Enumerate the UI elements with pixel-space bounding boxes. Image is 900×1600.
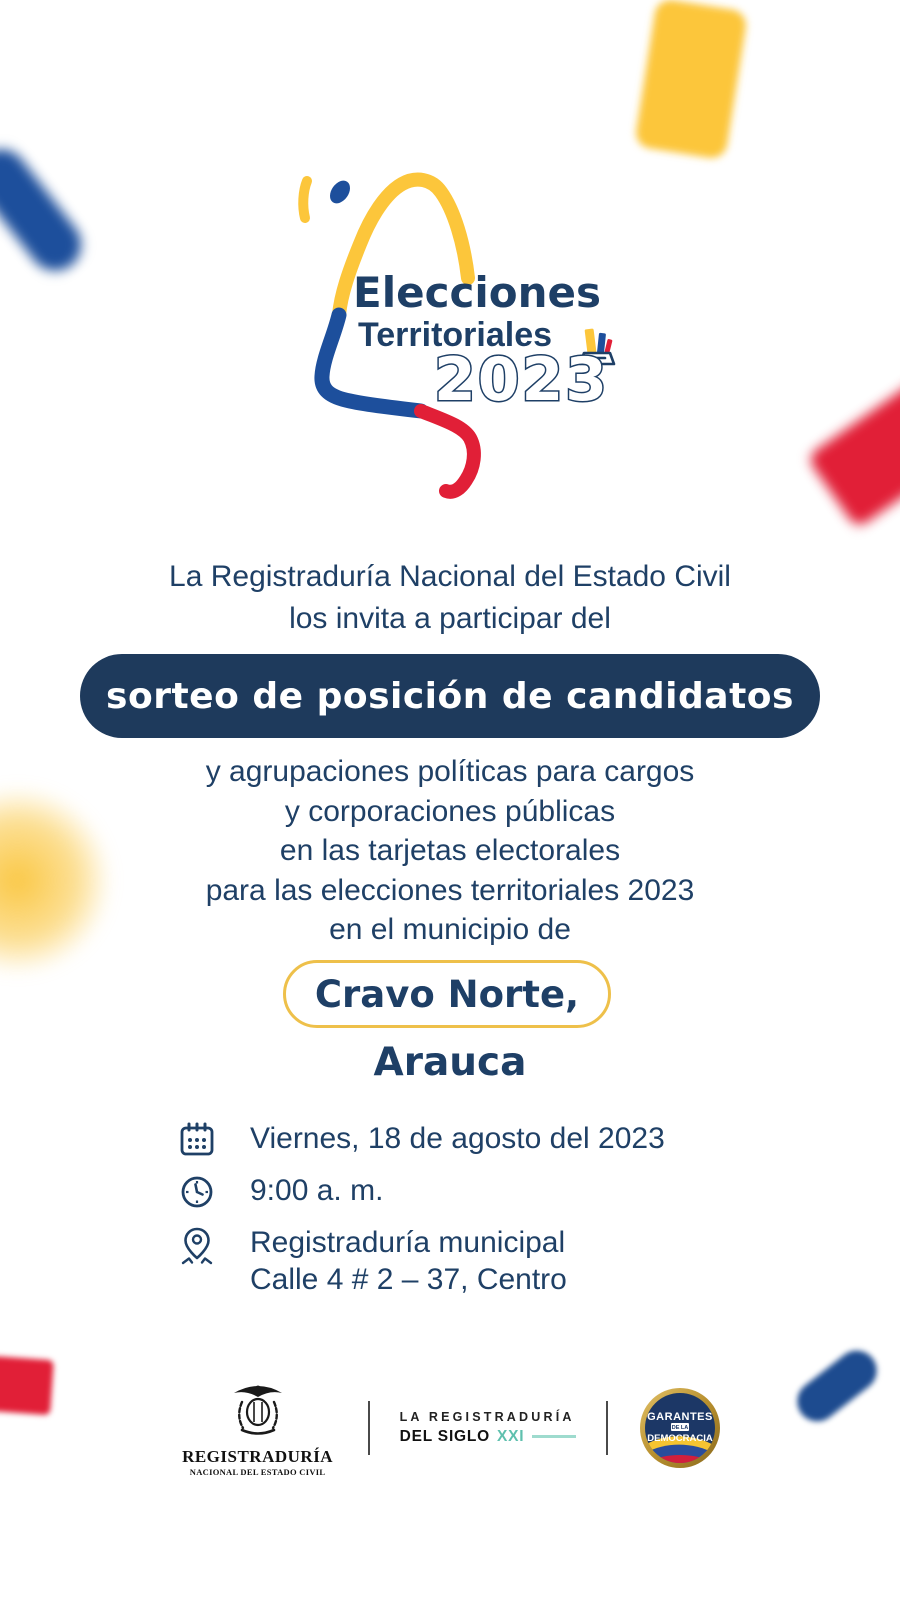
garantes-badge-icon bbox=[638, 1386, 722, 1470]
event-place-line-2: Calle 4 # 2 – 37, Centro bbox=[250, 1263, 567, 1296]
logo-year bbox=[432, 344, 632, 421]
intro-line-1: La Registraduría Nacional del Estado Civil bbox=[169, 560, 731, 593]
siglo-logo-xxi: XXI bbox=[497, 1427, 525, 1445]
calendar-icon bbox=[176, 1121, 218, 1159]
location-pin-icon bbox=[176, 1225, 218, 1267]
municipality-pill bbox=[283, 960, 611, 1028]
event-place-line-1: Registraduría municipal bbox=[250, 1226, 566, 1259]
logo-title: Elecciones bbox=[353, 268, 602, 317]
siglo-xxi-logo bbox=[400, 1410, 577, 1446]
body-line-2: y corporaciones públicas bbox=[284, 794, 616, 828]
badge-line-3: DEMOCRACIA bbox=[647, 1432, 714, 1444]
intro-text bbox=[0, 556, 900, 640]
confetti-yellow-top-right bbox=[634, 0, 748, 160]
logo-year-text: 2023 bbox=[434, 345, 609, 415]
registraduria-logo-subtitle: NACIONAL DEL ESTADO CIVIL bbox=[189, 1467, 326, 1477]
event-time: 9:00 a. m. bbox=[250, 1174, 384, 1207]
body-line-5: en el municipio de bbox=[329, 913, 571, 946]
confetti-blue-left bbox=[0, 139, 92, 281]
badge-line-1: GARANTES bbox=[647, 1410, 714, 1423]
footer-divider-1 bbox=[368, 1401, 370, 1455]
registraduria-crest-icon bbox=[178, 1378, 338, 1445]
highlight-pill-label: sorteo de posición de candidatos bbox=[106, 675, 794, 717]
municipality-name: Cravo Norte, bbox=[314, 972, 580, 1016]
siglo-logo-line-1: LA REGISTRADURÍA bbox=[399, 1409, 575, 1424]
footer-logos bbox=[0, 1378, 900, 1477]
logo-subtitle: Territoriales bbox=[358, 316, 553, 354]
event-date: Viernes, 18 de agosto del 2023 bbox=[250, 1122, 665, 1155]
detail-row-time bbox=[176, 1172, 776, 1211]
detail-row-place bbox=[176, 1224, 776, 1298]
registraduria-logo-title: REGISTRADURÍA bbox=[182, 1447, 334, 1466]
body-paragraph bbox=[0, 752, 900, 950]
footer-divider-2 bbox=[606, 1401, 608, 1455]
department-name: Arauca bbox=[373, 1040, 527, 1085]
body-line-1: y agrupaciones políticas para cargos bbox=[205, 755, 695, 788]
siglo-logo-dash bbox=[532, 1435, 576, 1438]
event-place bbox=[250, 1224, 567, 1298]
body-line-4: para las elecciones territoriales 2023 bbox=[205, 873, 695, 907]
body-line-3: en las tarjetas electorales bbox=[279, 834, 621, 867]
siglo-logo-del-siglo: DEL SIGLO bbox=[399, 1427, 491, 1445]
confetti-red-right bbox=[806, 371, 900, 529]
highlight-pill bbox=[80, 654, 820, 738]
intro-line-2: los invita a participar del bbox=[289, 602, 611, 635]
event-details bbox=[176, 1120, 776, 1311]
registraduria-logo bbox=[178, 1378, 338, 1477]
badge-line-2: DE LA bbox=[672, 1424, 689, 1431]
siglo-logo-line-2 bbox=[400, 1428, 577, 1446]
detail-row-date bbox=[176, 1120, 776, 1159]
clock-icon bbox=[176, 1173, 218, 1211]
